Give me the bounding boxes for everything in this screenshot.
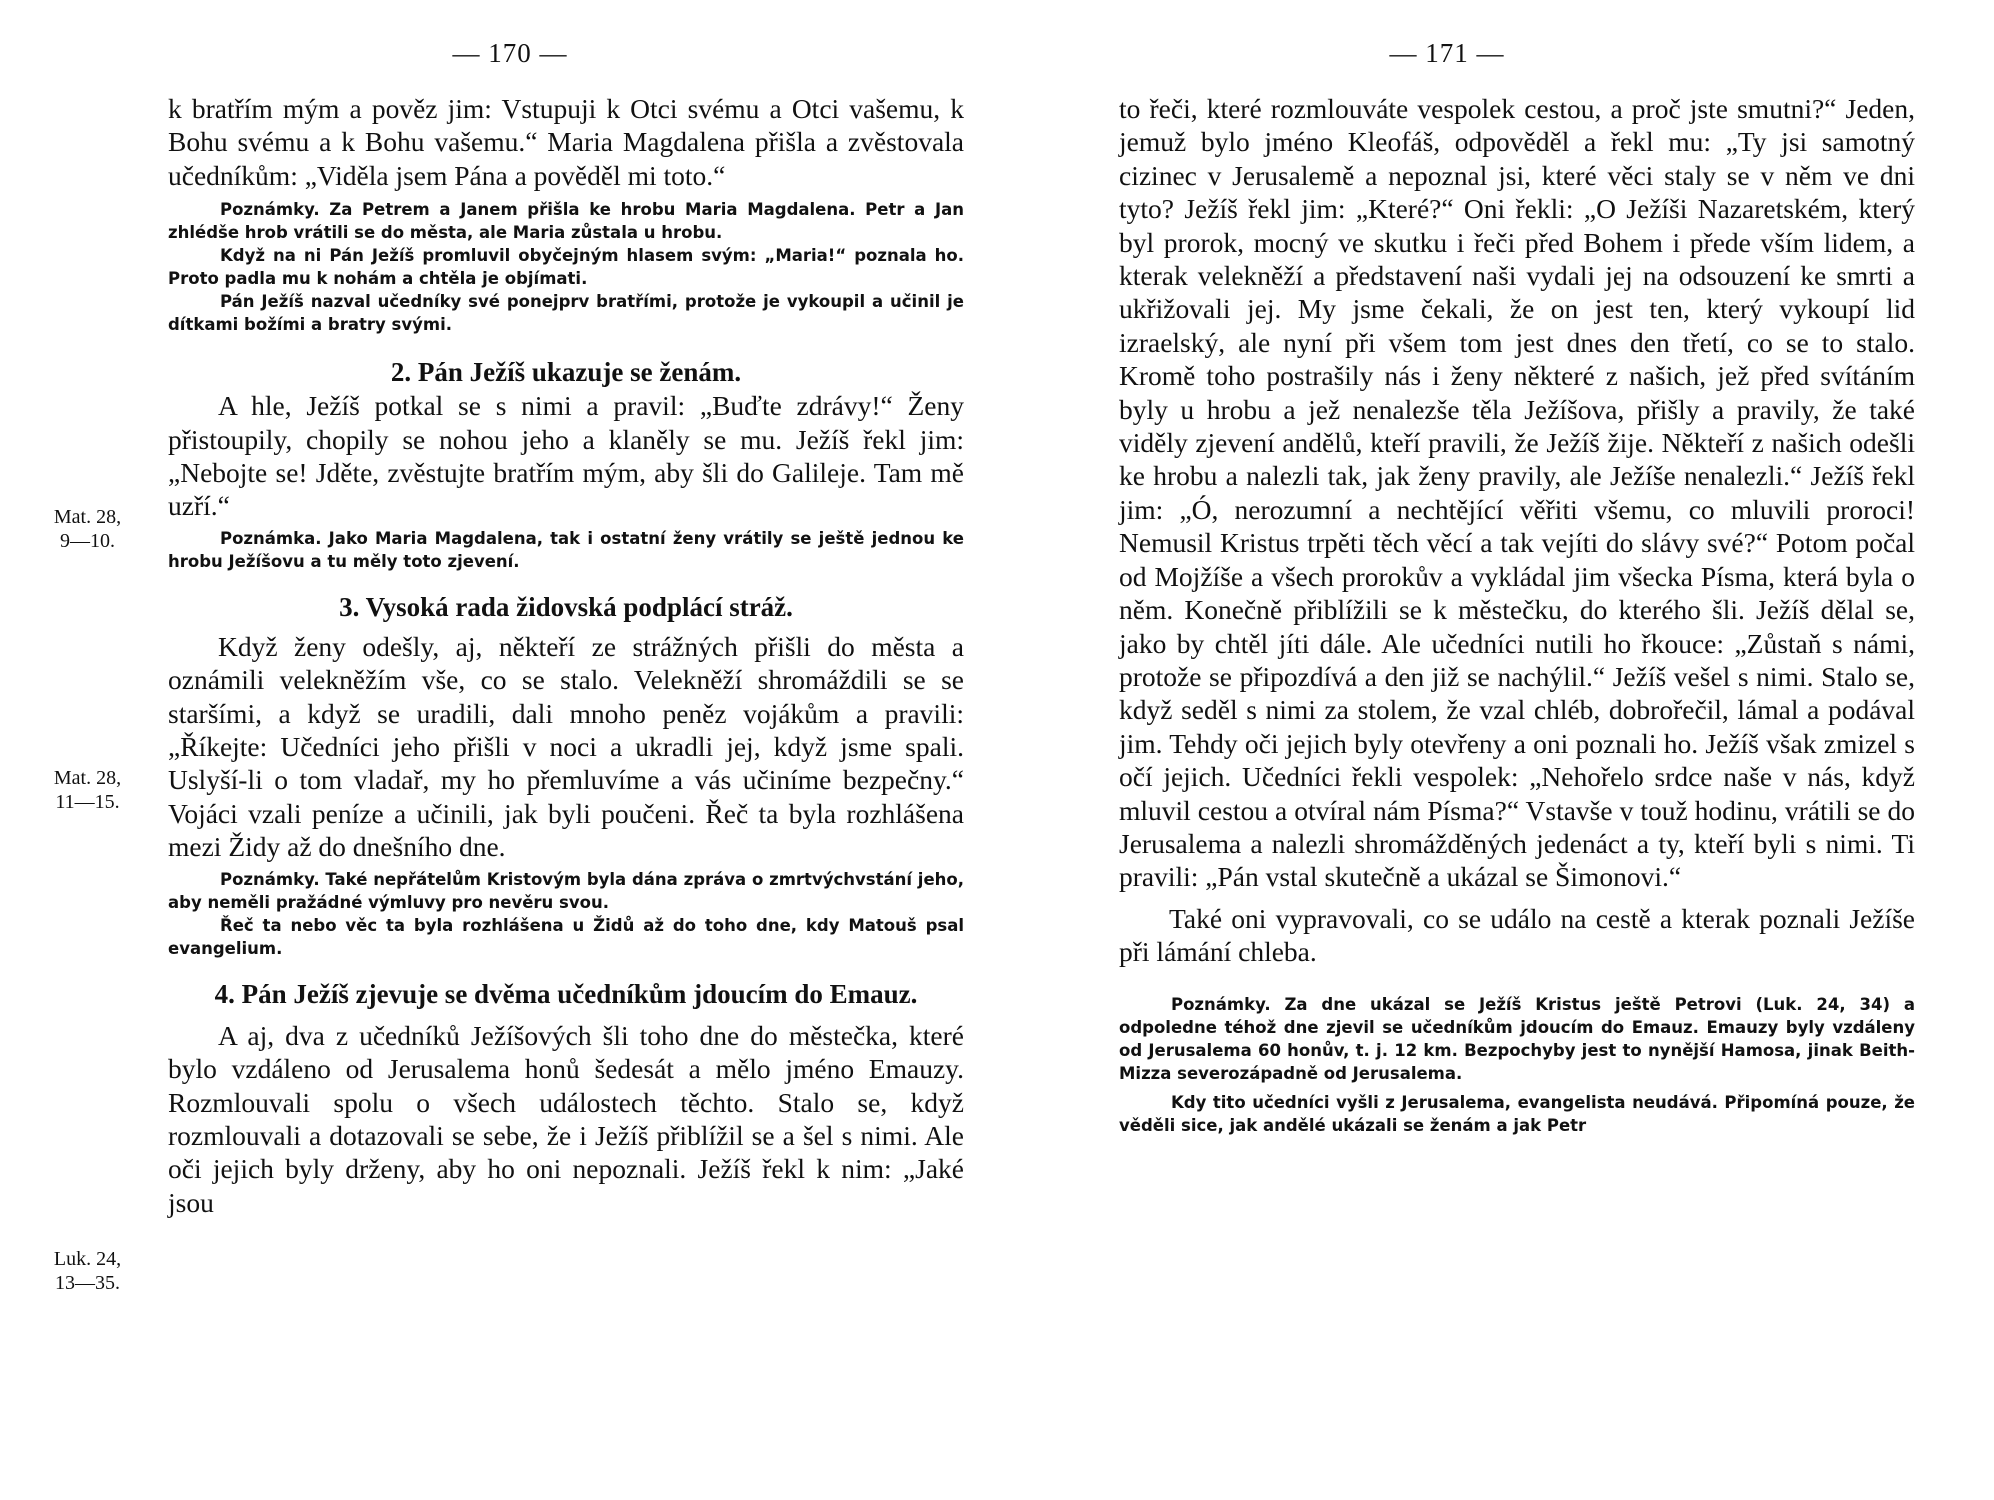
paragraph: A aj, dva z učedníků Ježíšových šli toho dne do městečka, které bylo vzdáleno od Jerusalema honů šedesát a mělo jméno Emauzy. Rozmlouvali spolu o všech událostech těchto. Stalo se, když rozmlouvali a dotazovali se sebe, že i Ježíš přiblížil se a šel s nimi. Ale oči jejich byly drženy, aby ho oni nepoznali. Ježíš řekl k nim: „Jaké jsou: [168, 1019, 964, 1218]
note-label: Poznámky.: [1171, 994, 1271, 1014]
paragraph: A hle, Ježíš potkal se s nimi a pravil: „Buďte zdrávy!“ Ženy přistoupily, chopily se nohou jeho a klaněly se mu. Ježíš řekl jim: „Nebojte se! Jděte, zvěstujte bratřím mým, aby šli do Galileje. Tam mě uzří.“: [168, 390, 964, 522]
note: [168, 868, 964, 914]
section-heading: 2. Pán Ježíš ukazuje se ženám.: [390, 357, 742, 388]
margin-reference-mat-28-11: Mat. 28, 11—15.: [53, 767, 122, 813]
note: Řeč ta nebo věc ta byla rozhlášena u Židů až do toho dne, kdy Matouš psal evangelium.: [168, 915, 964, 958]
right-page: [997, 0, 1994, 1500]
note: Kdy tito učedníci vyšli z Jerusalema, evangelista neudává. Připomíná pouze, že věděli sice, jak andělé ukázali se ženám a jak Petr: [1119, 1092, 1915, 1135]
left-text-column: [168, 92, 964, 1219]
paragraph: k bratřím mým a pověz jim: Vstupuji k Otci svému a Otci vašemu, k Bohu svému a k Bohu vašemu.“ Maria Magdalena přišla a zvěstovala učedníkům: „Viděla jsem Pána a pověděl mi toto.“: [168, 93, 964, 191]
note-label: Poznámky.: [220, 869, 320, 889]
note: Pán Ježíš nazval učedníky své ponejprv bratřími, protože je vykoupil a učinil je dítkami božími a bratry svými.: [168, 292, 964, 335]
note-label: Poznámka.: [220, 528, 322, 548]
section-heading: 3. Vysoká rada židovská podplácí stráž.: [339, 591, 793, 622]
right-text-column: [1119, 92, 1915, 1137]
page-number-right: — 171 —: [1389, 38, 1505, 68]
note-label: Poznámky.: [220, 200, 320, 220]
note-text: Za Petrem a Janem přišla ke hrobu Maria Magdalena. Petr a Jan zhlédše hrob vrátili se do města, ale Maria zůstala u hrobu.: [168, 200, 965, 243]
page-number-left: — 170 —: [452, 38, 568, 68]
paragraph: Také oni vypravovali, co se událo na cestě a kterak poznali Ježíše při lámání chleba.: [1119, 902, 1915, 968]
note-text: Také nepřátelům Kristovým byla dána zpráva o zmrtvýchvstání jeho, aby neměli pražádné výmluvy pro nevěru svou.: [168, 869, 964, 912]
note: [168, 198, 964, 244]
note-text: Za dne ukázal se Ježíš Kristus ještě Petrovi (Luk. 24, 34) a odpoledne téhož dne zjevil se učedníkům jdoucím do Emauz. Emauzy byly vzdáleny od Jerusalema 60 honův, t. j. 12 km. Bezpochyby jest to nynější Hamosa, jinak Beith-Mizza severozápadně od Jerusalema.: [1119, 994, 1915, 1083]
margin-reference-luk-24-13: Luk. 24, 13—35.: [53, 1248, 122, 1294]
note: [168, 527, 964, 573]
note: [1119, 993, 1915, 1085]
note: Když na ni Pán Ježíš promluvil obyčejným hlasem svým: „Maria!“ poznala ho. Proto padla mu k nohám a chtěla je objímati.: [168, 246, 964, 289]
paragraph: to řeči, které rozmlouváte vespolek cestou, a proč jste smutni?“ Jeden, jemuž bylo jméno Kleofáš, odpověděl a řekl mu: „Ty jsi samotný cizinec v Jerusalemě a nepoznal jsi, které věci staly se v něm ve dni tyto? Ježíš řekl jim: „Které?“ Oni řekli: „O Ježíši Nazaretském, který byl prorok, mocný ve skutku i řeči před Bohem i přede vším lidem, a kterak velekněží a představení naši vydali jej na odsouzení ke smrti a ukřižovali jej. My jsme čekali, že on jest ten, který vykoupí lid izraelský, ale nyní při všem tom jest dnes den třetí, co se to stalo. Kromě toho postrašily nás i ženy některé z našich, jež před svítáním byly u hrobu a jež nenalezše těla Ježíšova, přišly a pravily, že také viděly zjevení andělů, kteří pravili, že Ježíš žije. Někteří z našich odešli ke hrobu a nalezli tak, jak ženy pravily, ale Ježíše nenalezli.“ Ježíš řekl jim: „Ó, nerozumní a nechtějící věřiti všemu, co mluvili proroci! Nemusil Kristus trpěti těch věcí a tak vejíti do slávy své?“ Potom počal od Mojžíše a všech prorokův a vykládal jim všecka Písma, která byla o něm. Konečně přiblížili se k městečku, do kterého šli. Ježíš dělal se, jako by chtěl jíti dále. Ale učedníci nutili ho řkouce: „Zůstaň s námi, protože se připozdívá a den již se nachýlil.“ Ježíš vešel s nimi. Stalo se, když seděl s nimi za stolem, že vzal chléb, dobrořečil, lámal a podával jim. Tehdy oči jejich byly otevřeny a oni poznali ho. Ježíš však zmizel s očí jejich. Učedníci řekli vespolek: „Nehořelo srdce naše v nás, když mluvil cestou a otvíral nám Písma?“ Vstavše v touž hodinu, vrátili se do Jerusalema a nalezli shromážděných jedenáct a ty, kteří byli s nimi. Ti pravili: „Pán vstal skutečně a ukázal se Šimonovi.“: [1119, 93, 1915, 893]
section-heading: 4. Pán Ježíš zjevuje se dvěma učedníkům jdoucím do Emauz.: [214, 978, 918, 1009]
margin-reference-mat-28-9: Mat. 28, 9—10.: [53, 506, 122, 552]
paragraph: Když ženy odešly, aj, někteří ze strážných přišli do města a oznámili velekněžím vše, co se stalo. Velekněží shromáždili se se staršími, a když se uradili, dali mnoho peněz vojákům a pravili: „Říkejte: Učedníci jeho přišli v noci a ukradli jej, když jsme spali. Uslyší-li o tom vladař, my ho přemluvíme a vás učiníme bezpečny.“ Vojáci vzali peníze a učinili, jak byli poučeni. Řeč ta byla rozhlášena mezi Židy až do dnešního dne.: [168, 630, 964, 863]
note-text: Jako Maria Magdalena, tak i ostatní ženy vrátily se ještě jednou ke hrobu Ježíšovu a tu měly toto zjevení.: [168, 528, 964, 571]
